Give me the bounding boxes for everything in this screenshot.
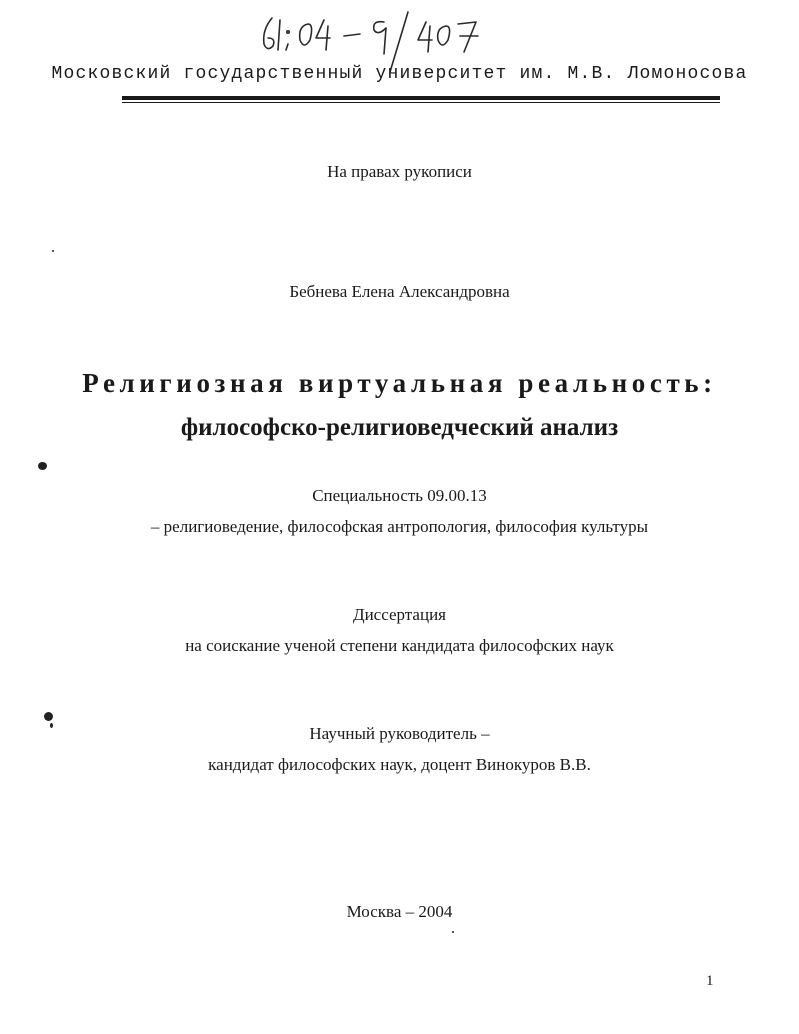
header-rule-thick: [122, 96, 720, 100]
scan-speck: [44, 712, 53, 721]
title-line-2: философско-религиоведческий анализ: [180, 414, 619, 441]
scan-speck: [50, 723, 53, 728]
university-name: Московский государственный университет им. М.В. Ломоносова: [51, 64, 748, 84]
scan-speck: [38, 462, 47, 470]
author-name: Бебнева Елена Александровна: [289, 282, 510, 301]
scan-speck: [52, 250, 54, 252]
manuscript-rights: На правах рукописи: [327, 162, 472, 181]
city-year: Москва – 2004: [346, 902, 453, 921]
page-number: 1: [706, 973, 714, 989]
scan-speck: [452, 931, 454, 933]
dissertation-degree: на соискание ученой степени кандидата философских наук: [185, 636, 614, 655]
specialty-description: – религиоведение, философская антропология, философия культуры: [150, 517, 649, 536]
specialty-code: Специальность 09.00.13: [312, 486, 487, 505]
dissertation-label: Диссертация: [352, 605, 446, 624]
header-rule-thin: [122, 102, 720, 103]
handwritten-archive-note: [258, 10, 498, 60]
supervisor-name: кандидат философских наук, доцент Винокуров В.В.: [208, 755, 591, 774]
title-line-1: Религиозная виртуальная реальность:: [82, 368, 717, 398]
supervisor-label: Научный руководитель –: [309, 724, 490, 743]
